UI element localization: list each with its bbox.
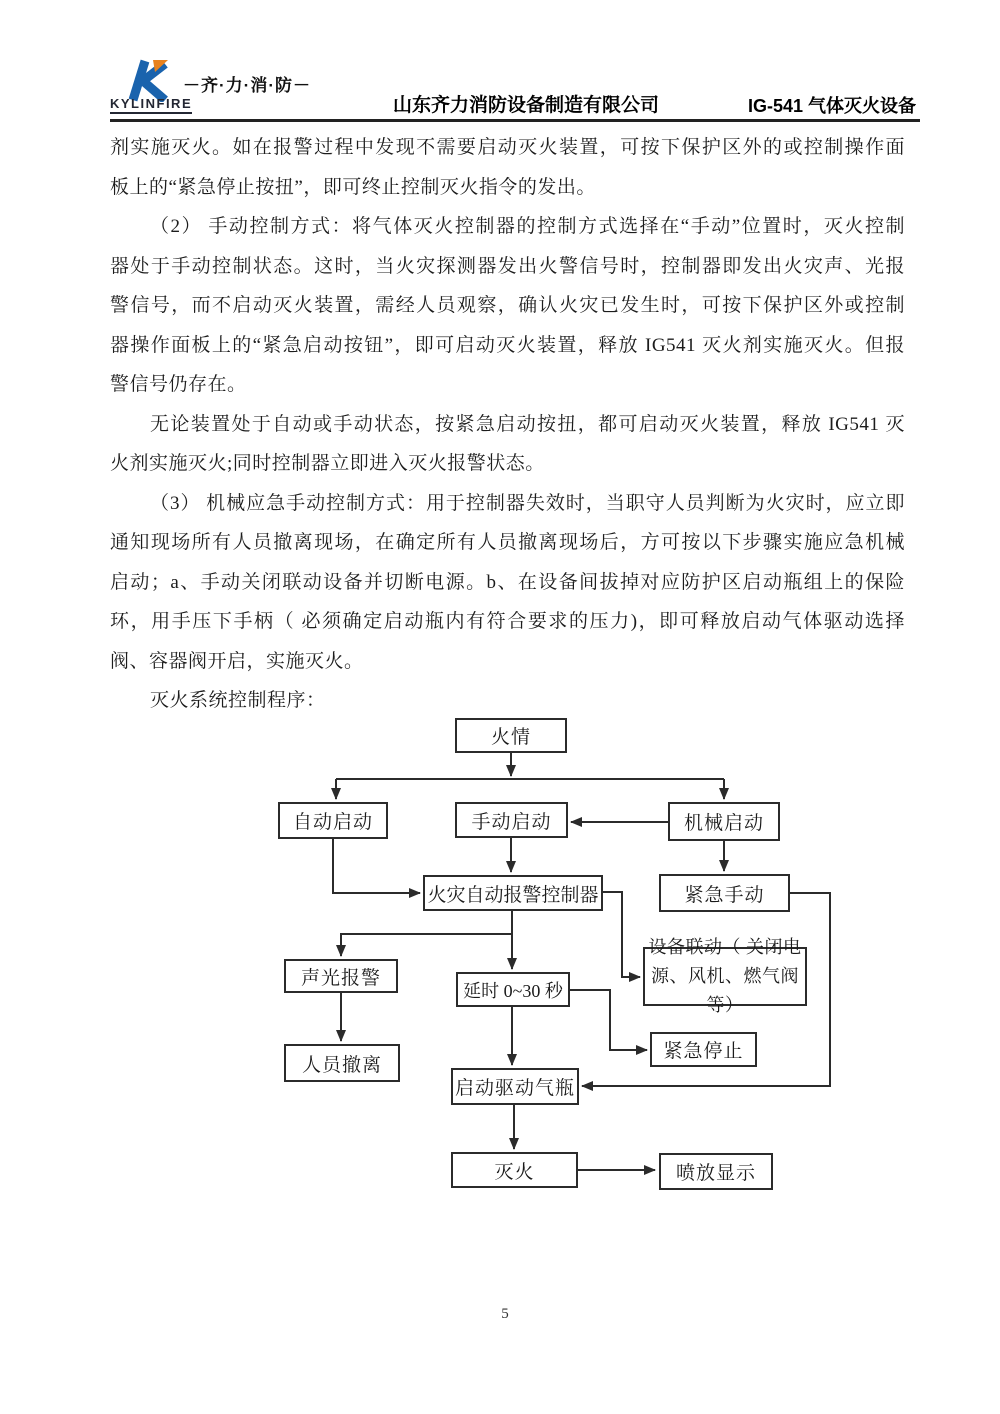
flowchart-box-manual-start: 手动启动 [455,802,568,838]
body-text-line: 通知现场所有人员撤离现场，在确定所有人员撤离现场后，方可按以下步骤实施应急机械 [110,532,905,553]
flowchart-box-alarm-controller: 火灾自动报警控制器 [423,875,603,911]
body-text-line: 器处于手动控制状态。这时，当火灾探测器发出火警信号时，控制器即发出火灾声、光报 [110,256,905,277]
body-text-line: 警信号，而不启动灭火装置，需经人员观察，确认火灾已发生时，可按下保护区外或控制 [110,295,905,316]
body-text-line: （2） 手动控制方式：将气体灭火控制器的控制方式选择在“手动”位置时，灭火控制 [150,216,905,237]
flowchart-box-auto-start: 自动启动 [278,802,388,839]
body-text-line: 器操作面板上的“紧急启动按钮”，即可启动灭火装置，释放 IG541 灭火剂实施灭火。但报 [110,335,905,356]
flowchart-box-extinguish: 灭火 [451,1152,578,1188]
body-text-line: 阀、容器阀开启，实施灭火。 [110,651,364,672]
page-number: 5 [501,1306,509,1322]
flowchart-box-start-drive-cylinder: 启动驱动气瓶 [451,1068,579,1105]
body-text-line: 板上的“紧急停止按扭”，即可终止控制灭火指令的发出。 [110,177,596,198]
flowchart-box-discharge-display: 喷放显示 [659,1153,773,1190]
body-text-line: 警信号仍存在。 [110,374,247,395]
product-title: IG-541 气体灭火设备 [748,96,917,116]
body-text-line: 火剂实施灭火;同时控制器立即进入灭火报警状态。 [110,453,545,474]
body-text-line: 无论装置处于自动或手动状态，按紧急启动按扭，都可启动灭火装置，释放 IG541 灭 [150,414,905,435]
flowchart-box-mechanical-start: 机械启动 [668,802,780,841]
equipment-linkage-line2: 源、风机、燃气阀等） [651,966,799,1015]
flowchart-box-fire: 火情 [455,718,567,753]
brand-slogan: －齐·力·消·防－ [183,76,311,95]
flowchart-caption: 灭火系统控制程序： [150,690,326,711]
flowchart-box-delay: 延时 0~30 秒 [456,972,570,1007]
flowchart-box-emergency-manual: 紧急手动 [659,874,790,912]
flowchart-box-sound-light-alarm: 声光报警 [284,959,398,993]
body-text-line: 环，用手压下手柄（ 必须确定启动瓶内有符合要求的压力)，即可释放启动气体驱动选择 [110,611,905,632]
body-text-line: 剂实施灭火。如在报警过程中发现不需要启动灭火装置，可按下保护区外的或控制操作面 [110,137,905,158]
company-title: 山东齐力消防设备制造有限公司 [393,95,660,116]
body-text-line: 启动；a、手动关闭联动设备并切断电源。b、在设备间拔掉对应防护区启动瓶组上的保险 [110,572,905,593]
body-text-line: （3） 机械应急手动控制方式：用于控制器失效时，当职守人员判断为火灾时，应立即 [150,493,905,514]
flowchart-box-personnel-evacuation: 人员撤离 [284,1044,400,1082]
flowchart-box-equipment-linkage [643,937,807,1015]
equipment-linkage-line1: 设备联动（ 关闭电 [648,937,802,957]
flowchart-box-emergency-stop: 紧急停止 [650,1032,757,1067]
brand-name: KYLINFIRE [110,96,192,114]
